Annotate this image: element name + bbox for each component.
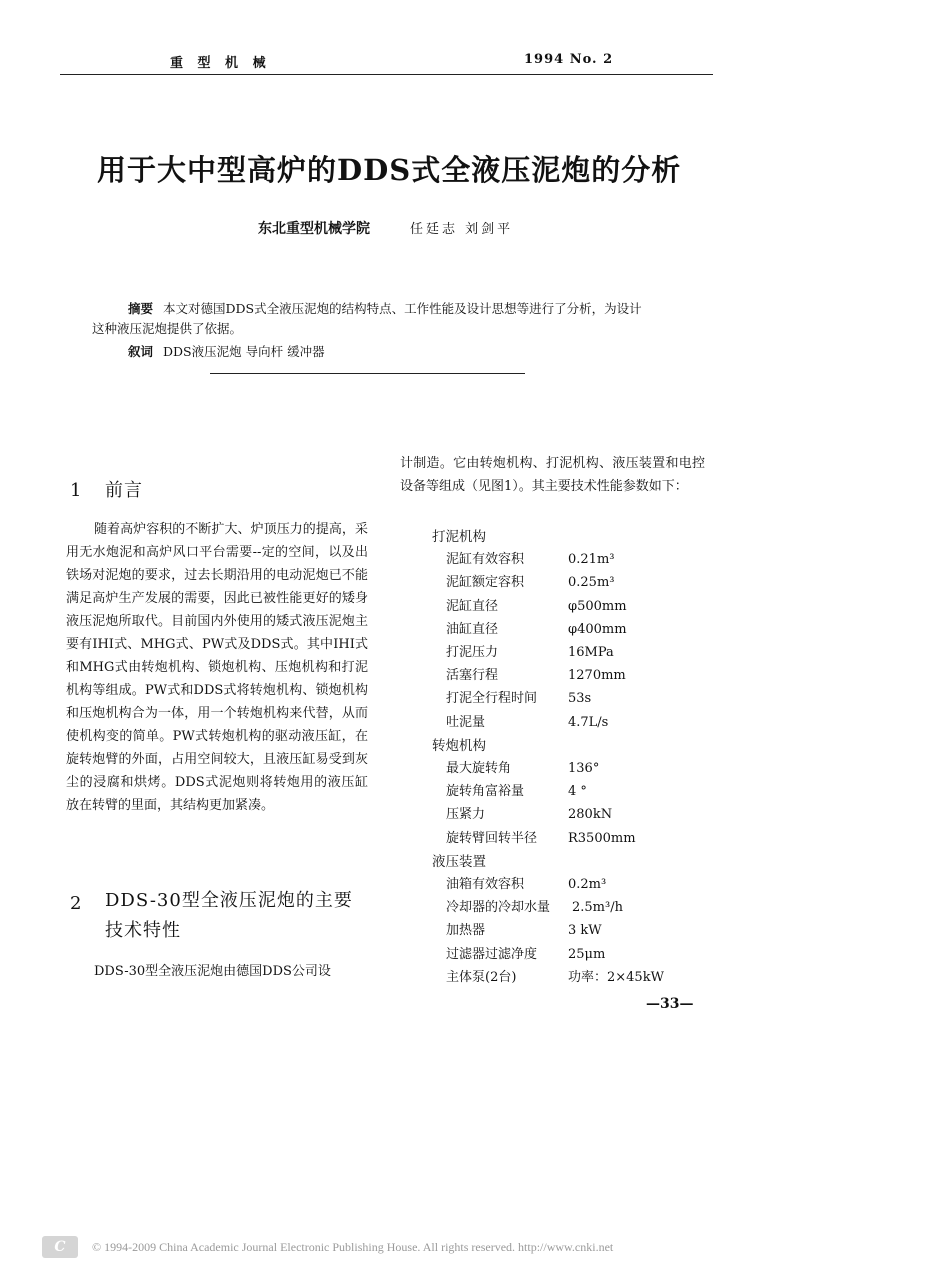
spec-value: 25μm [568,946,606,962]
page-number: —33— [646,996,694,1012]
issue-number: 1994 No. 2 [524,52,614,67]
spec-label: 活塞行程 [446,668,499,684]
spec-row [446,827,636,846]
authors: 任廷志 刘剑平 [410,222,514,237]
keywords-text: DDS液压泥炮 导向杆 缓冲器 [163,344,325,359]
spec-value: φ400mm [568,621,627,637]
spec-row [446,943,605,962]
spec-label: 打泥压力 [446,645,499,660]
keywords-label: 叙词 [128,344,154,359]
spec-label: 油缸直径 [446,621,499,637]
journal-name: 重 型 机 械 [170,56,271,71]
spec-label: 主体泵(2台) [446,969,517,985]
spec-value: 0.2m³ [568,877,607,892]
abstract-line-1 [128,299,642,317]
spec-row [446,548,614,567]
spec-value: 0.25m³ [568,575,615,591]
spec-label: 压紧力 [446,807,486,823]
spec-label: 泥缸额定容积 [446,575,525,591]
spec-value: 4.7L/s [568,714,609,730]
cnki-logo: C [42,1236,78,1258]
spec-row [446,711,608,730]
spec-value: 2.5m³/h [572,900,623,916]
spec-group-heading: 液压装置 [432,853,486,870]
abstract-label: 摘要 [128,301,154,316]
spec-value: 16MPa [568,645,614,660]
spec-row [446,873,606,892]
spec-group-heading: 打泥机构 [432,529,486,545]
spec-label: 泥缸直径 [446,598,499,614]
spec-row [446,571,614,590]
keywords-line [128,342,325,360]
copyright-footer: © 1994-2009 China Academic Journal Electronic Publishing House. All rights reserved. http://www.cnki.net [92,1240,614,1254]
section-2-number: 2 [70,893,82,914]
abstract-text-1: 本文对德国DDS式全液压泥炮的结构特点、工作性能及设计思想等进行了分析，为设计 [163,301,642,316]
right-column-paragraph: 计制造。它由转炮机构、打泥机构、液压装置和电控设备等组成（见图1）。其主要技术性能参数如下： [400,456,705,494]
spec-label: 冷却器的冷却水量 [446,900,551,916]
spec-row [446,687,591,706]
spec-group-heading: 转炮机构 [432,737,486,754]
spec-label: 最大旋转角 [446,761,512,776]
spec-label: 加热器 [446,923,486,939]
spec-value: 136° [568,761,600,776]
section-2-title-line-1: DDS-30型全液压泥炮的主要 [105,890,353,911]
spec-row [446,618,627,637]
spec-row [446,664,626,683]
spec-label: 打泥全行程时间 [446,691,538,707]
section-1-number: 1 [70,480,82,501]
spec-row [446,757,599,776]
section-2-title-line-2: 技术特性 [105,920,181,941]
abstract-text-2: 这种液压泥炮提供了依据。 [92,321,243,336]
spec-value: φ500mm [568,598,627,614]
spec-row [446,803,612,822]
section-1-title: 前言 [105,480,143,501]
spec-value: 280kN [568,807,613,823]
spec-row [446,966,664,985]
spec-label: 吐泥量 [446,714,486,730]
article-title: 用于大中型高炉的DDS式全液压泥炮的分析 [97,153,682,187]
spec-row [446,780,587,799]
spec-value: 3 kW [568,923,602,939]
header-rule [60,74,713,75]
spec-label: 过滤器过滤净度 [446,946,538,962]
spec-value: R3500mm [568,830,636,846]
spec-row [446,896,623,915]
spec-value: 4 ° [568,784,587,800]
affiliation: 东北重型机械学院 [258,221,370,237]
abstract-rule [210,373,525,374]
spec-value: 功率：2×45kW [568,969,664,985]
spec-value: 53s [568,691,592,707]
spec-value: 0.21m³ [568,552,615,568]
spec-value: 1270mm [568,668,626,684]
spec-label: 旋转臂回转半径 [446,830,538,846]
spec-label: 旋转角富裕量 [446,784,525,800]
spec-label: 泥缸有效容积 [446,552,525,568]
spec-label: 油箱有效容积 [446,877,525,892]
spec-row [446,919,602,938]
spec-row [446,595,627,614]
section-1-paragraph: 随着高炉容积的不断扩大、炉顶压力的提高，采用无水炮泥和高炉风口平台需要--定的空间，以及出铁场对泥炮的要求，过去长期沿用的电动泥炮已不能满足高炉生产发展的需要，因此已被性能更好的矮身液压泥炮所取代。目前国内外使用的矮式液压泥炮主要有IHI式、MHG式、PW式及DDS式。其中IHI式和MHG式由转炮机构、锁炮机构、压炮机构和打泥机构等组成。PW式和DDS式将转炮机构、锁炮机构和压炮机构合为一体，用一个转炮机构来代替，从而使机构变的简单。PW式转炮机构的驱动液压缸，在旋转炮臂的外面，占用空间较大，且液压缸易受到灰尘的浸腐和烘烤。DDS式泥炮则将转炮用的液压缸放在转臂的里面，其结构更加紧凑。 [66,522,368,813]
spec-row [446,641,614,660]
section-2-paragraph: DDS-30型全液压泥炮由德国DDS公司设 [94,964,331,979]
